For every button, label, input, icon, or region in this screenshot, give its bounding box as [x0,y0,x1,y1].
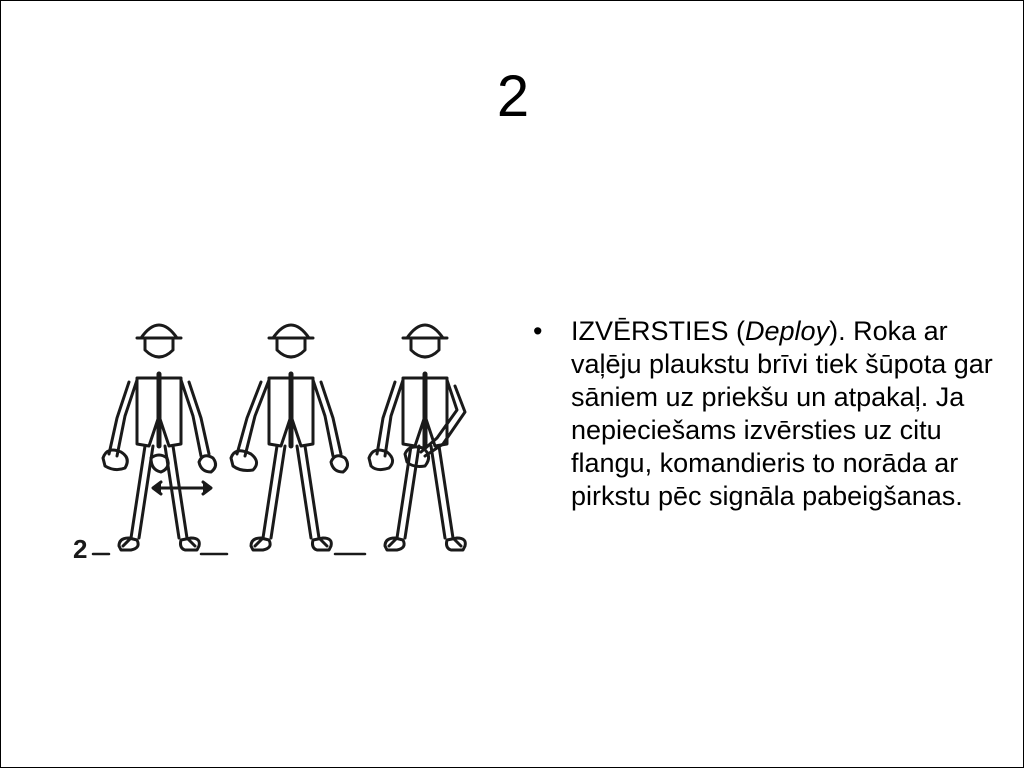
soldier-figure-2 [231,325,365,554]
signal-description-body: Roka ar vaļēju plaukstu brīvi tiek šūpota gar sāniem uz priekšu un atpakaļ. Ja nepieciešams izvērsties uz citu flangu, komandieris to norāda ar pirkstu pēc signāla pabeigšanas. [571,316,993,511]
soldier-figure-3 [369,325,465,550]
signal-term-english: Deploy [745,316,830,346]
hand-signal-illustration [69,306,489,576]
paren-close: ). [829,316,846,346]
signal-term: IZVĒRSTIES [571,316,729,346]
signal-description-list [533,315,1003,513]
soldier-figure-1 [103,325,227,554]
slide-title: 2 [496,64,530,129]
bullet-marker: • [533,316,543,346]
signal-description-item [533,315,1003,513]
paren-open: ( [728,316,746,346]
figure-number: 2 [73,534,88,564]
